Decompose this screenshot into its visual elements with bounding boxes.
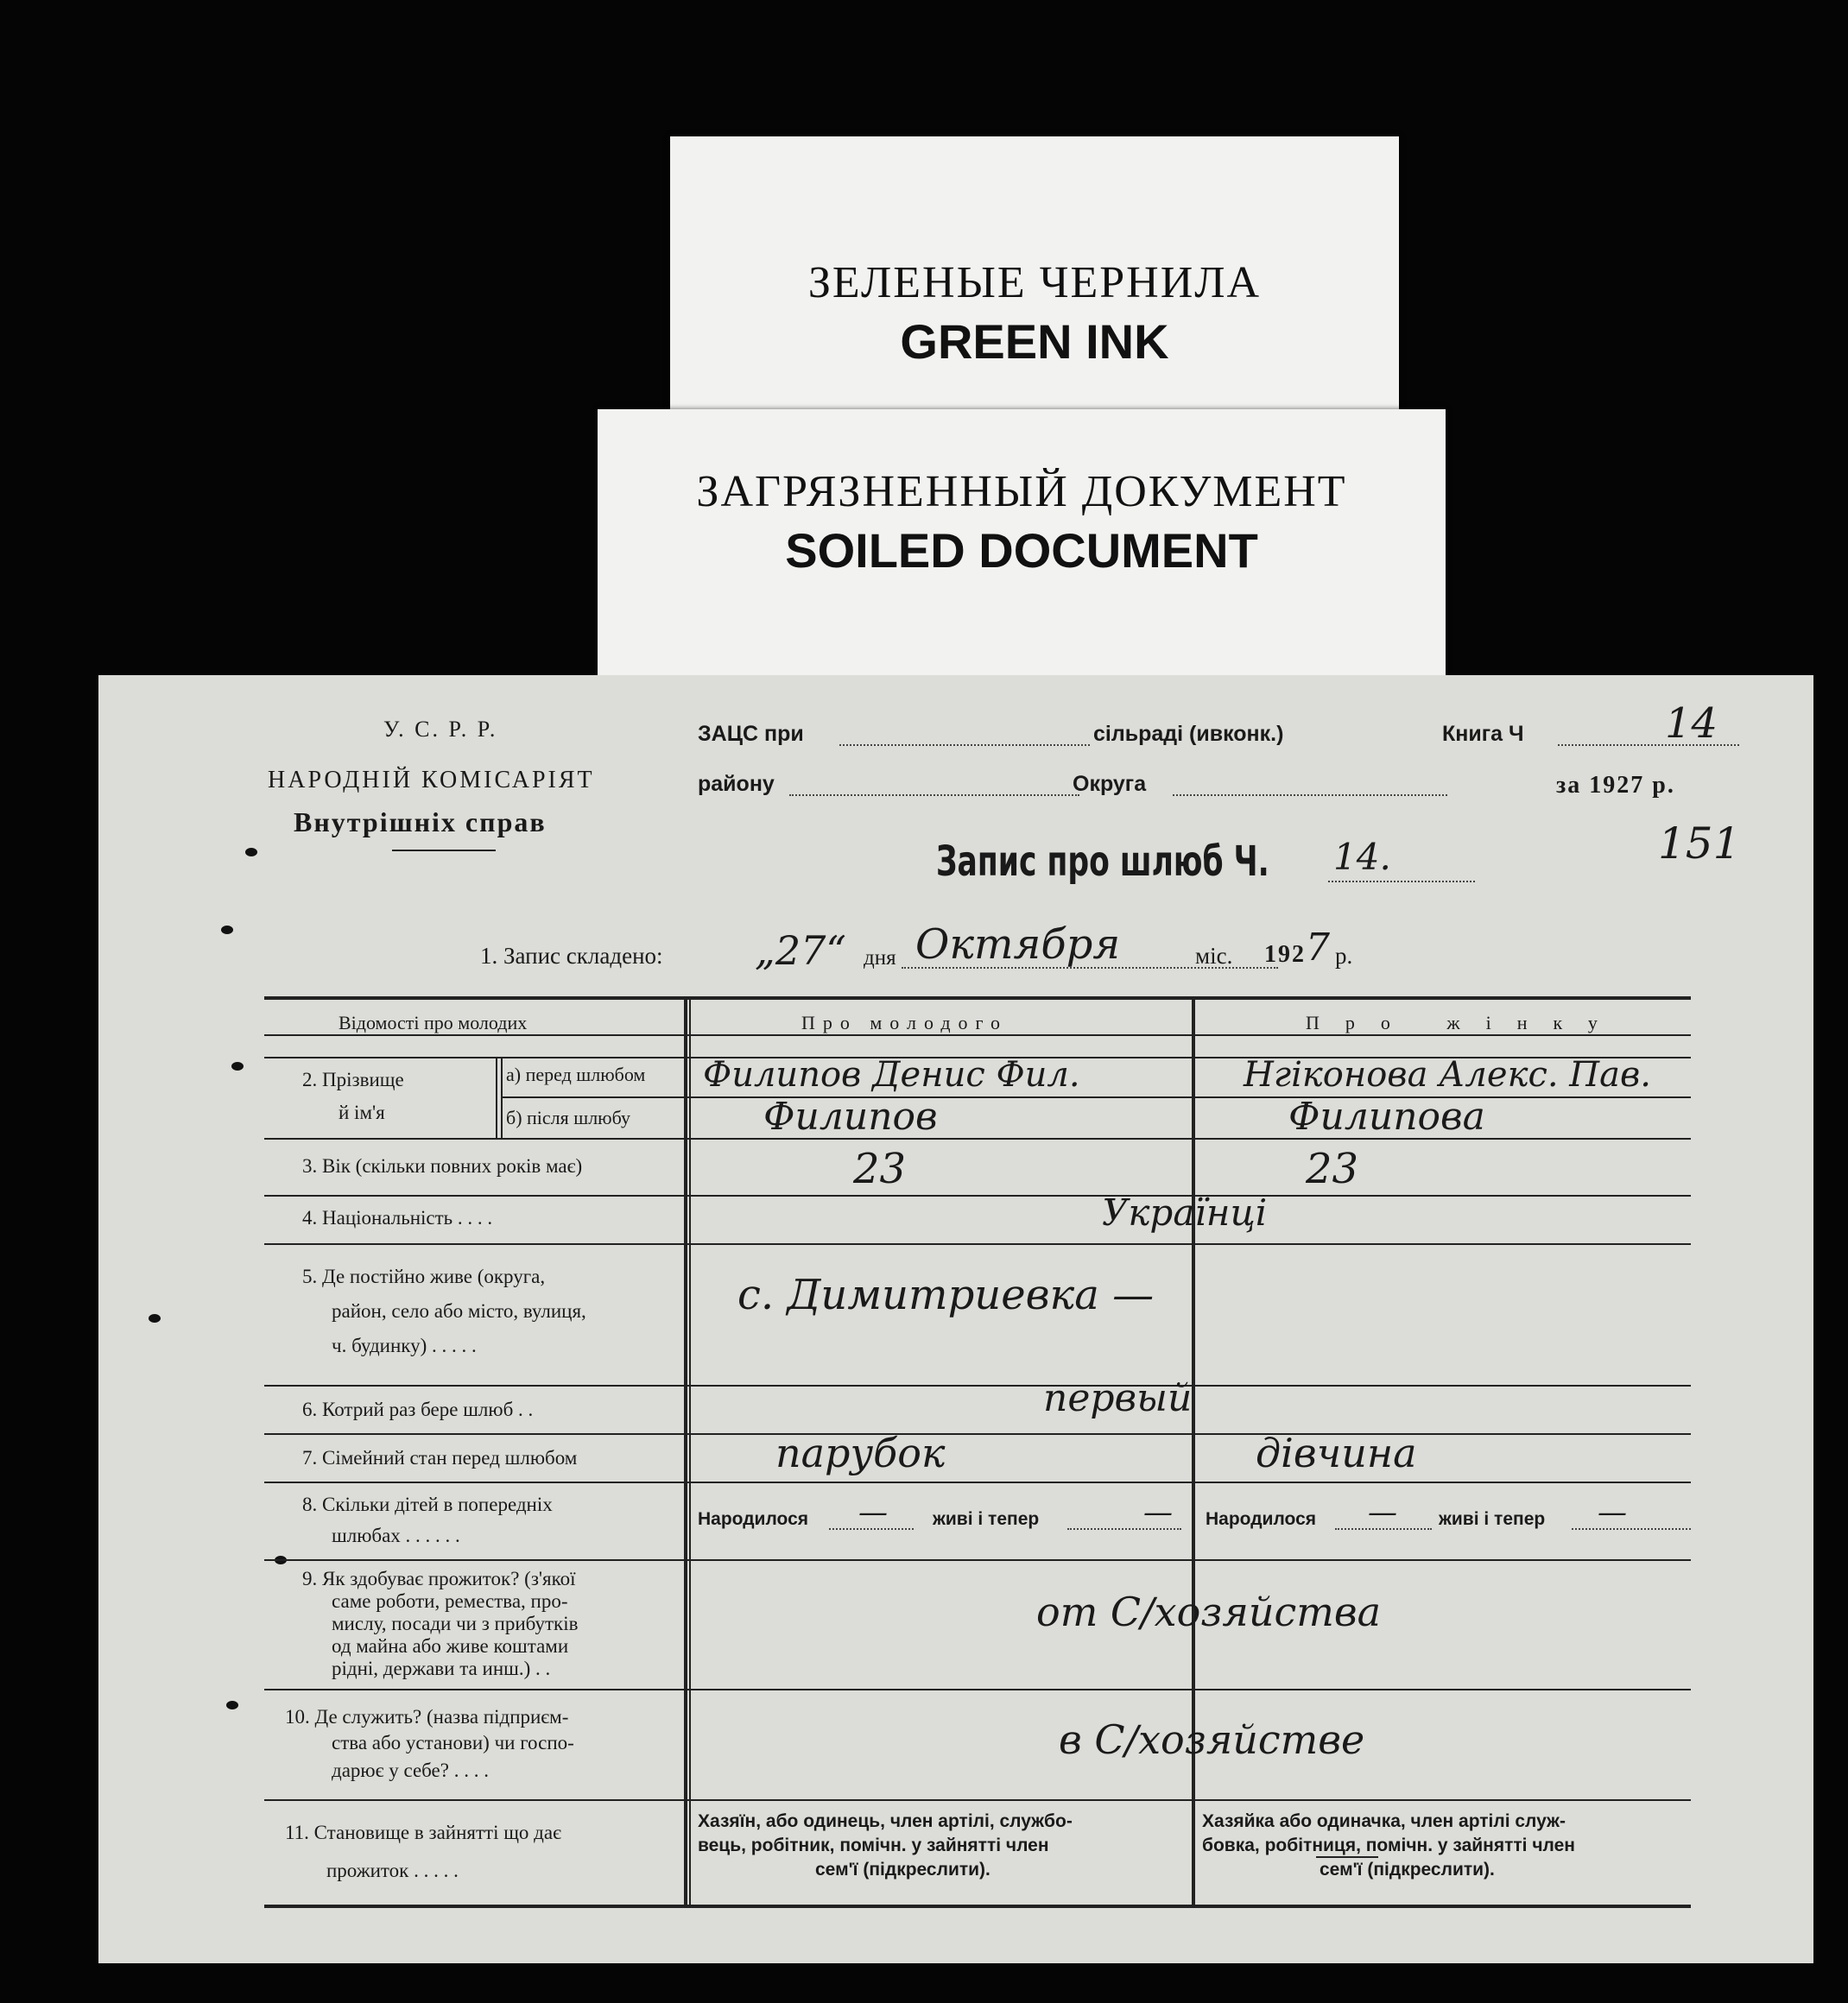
r9-label-2: саме роботи, ремества, про- — [332, 1590, 568, 1612]
r2-groom-after: Филипов — [763, 1095, 938, 1139]
book-number: 14 — [1665, 699, 1718, 748]
soiled-document-slip — [598, 409, 1446, 679]
r8-groom-born-label: Народилося — [698, 1509, 809, 1529]
margin-number: 151 — [1658, 818, 1741, 869]
r10-label-1: 10. Де служить? (назва підприєм- — [285, 1706, 569, 1728]
header-info: Відомості про молодих — [339, 1012, 528, 1033]
r11-bride-3: сем'ї (підкреслити). — [1320, 1860, 1495, 1880]
r2-label-2: й ім'я — [339, 1102, 385, 1123]
marriage-record-form — [98, 675, 1813, 1963]
r5-label-1: 5. Де постійно живе (округа, — [302, 1266, 546, 1287]
r11-label-1: 11. Становище в зайнятті що дає — [285, 1822, 561, 1843]
header-groom: Про молодого — [801, 1012, 1009, 1033]
r5-label-2: район, село або місто, вулиця, — [332, 1300, 586, 1322]
book-label: Книга Ч — [1442, 722, 1524, 746]
r11-bride-1: Хазяйка або одиначка, член артілі служ- — [1202, 1811, 1566, 1831]
r10-label-3: дарює у себе? . . . . — [332, 1760, 489, 1781]
r7-bride: дівчина — [1256, 1430, 1417, 1476]
r9-label-5: рідні, держави та инш.) . . — [332, 1658, 551, 1679]
r5-value: с. Димитриевка — — [737, 1271, 1155, 1319]
r2-groom-before: Филипов Денис Фил. — [703, 1055, 1080, 1095]
r7-label: 7. Сімейний стан перед шлюбом — [302, 1447, 578, 1469]
record-number: 14. — [1333, 836, 1391, 878]
r9-label-1: 9. Як здобуває прожиток? (з'якої — [302, 1568, 576, 1589]
green-ink-en: GREEN INK — [900, 314, 1169, 369]
r9-value: от С/хозяйства — [1036, 1589, 1382, 1635]
r9-label-3: мислу, посади чи з прибутків — [332, 1613, 579, 1634]
record-title: Запис про шлюб Ч. — [936, 837, 1269, 886]
r2-sub-a: а) перед шлюбом — [506, 1064, 646, 1085]
r10-label-2: ства або установи) чи госпо- — [332, 1732, 574, 1753]
commissariat-label: НАРОДНІЙ КОМІСАРІЯТ — [268, 767, 595, 793]
r6-value: первый — [1043, 1376, 1193, 1420]
r2-bride-before: Нгіконова Алекс. Пав. — [1244, 1055, 1652, 1095]
record-day-label: дня — [864, 946, 896, 970]
r11-groom-2: вець, робітник, помічн. у зайнятті член — [698, 1836, 1049, 1855]
record-year-prefix: 192 — [1264, 941, 1306, 968]
green-ink-slip — [670, 136, 1399, 414]
record-day: „27“ — [755, 927, 846, 974]
r11-label-2: прожиток . . . . . — [326, 1860, 459, 1881]
internal-affairs-label: Внутрішніх справ — [294, 806, 547, 837]
r8-label-2: шлюбах . . . . . . — [332, 1525, 460, 1546]
r8-bride-born-value: — — [1368, 1495, 1397, 1530]
record-month-label: міс. — [1195, 943, 1233, 969]
binding-mark — [231, 1062, 244, 1071]
zags-label: ЗАЦС при — [698, 722, 804, 746]
r5-label-3: ч. будинку) . . . . . — [332, 1335, 477, 1356]
soiled-document-en: SOILED DOCUMENT — [785, 523, 1258, 578]
r2-sub-b: б) після шлюбу — [506, 1107, 630, 1128]
district-field — [789, 794, 1079, 796]
bride-underline — [1316, 1856, 1378, 1858]
r7-groom: парубок — [775, 1430, 946, 1476]
binding-mark — [149, 1314, 161, 1323]
year-label: за 1927 р. — [1556, 772, 1675, 799]
record-line-prefix: 1. Запис складено: — [480, 943, 663, 969]
record-year-digit: 7 — [1306, 926, 1330, 970]
binding-mark — [221, 926, 233, 934]
r2-bride-after: Филипова — [1288, 1095, 1485, 1139]
r8-label-1: 8. Скільки дітей в попередніх — [302, 1494, 553, 1515]
r6-label: 6. Котрий раз бере шлюб . . — [302, 1399, 534, 1420]
binding-mark — [245, 848, 257, 856]
r11-groom-1: Хазяїн, або одинець, член артілі, службо- — [698, 1811, 1073, 1831]
r4-value: Українці — [1102, 1191, 1268, 1234]
r2-label-1: 2. Прізвище — [302, 1069, 404, 1090]
r4-label: 4. Національність . . . . — [302, 1207, 493, 1229]
binding-mark — [226, 1701, 238, 1709]
r3-bride: 23 — [1306, 1145, 1359, 1193]
r8-bride-alive-value: — — [1598, 1495, 1627, 1530]
green-ink-ru: ЗЕЛЕНЫЕ ЧЕРНИЛА — [807, 258, 1262, 307]
r9-label-4: од майна або живе коштами — [332, 1635, 569, 1657]
ussr-label: У. С. Р. Р. — [383, 717, 498, 742]
zags-field — [839, 744, 1090, 746]
record-number-field — [1328, 881, 1475, 882]
r11-groom-3: сем'ї (підкреслити). — [815, 1860, 990, 1880]
record-year-suffix: р. — [1335, 943, 1353, 969]
r11-bride-2: бовка, робітниця, помічн. у зайнятті член — [1202, 1836, 1575, 1855]
r8-groom-born-value: — — [858, 1495, 888, 1530]
record-month: Октября — [915, 920, 1121, 969]
village-council-label: сільраді (ивконк.) — [1093, 722, 1284, 746]
r10-value: в С/хозяйстве — [1059, 1716, 1365, 1763]
table-top-rule — [264, 996, 1691, 1000]
r8-groom-alive-label: живі і тепер — [933, 1509, 1040, 1529]
r8-groom-alive-value: — — [1143, 1495, 1173, 1530]
soiled-document-ru: ЗАГРЯЗНЕННЫЙ ДОКУМЕНТ — [696, 467, 1347, 516]
r8-bride-born-label: Народилося — [1206, 1509, 1317, 1529]
okrug-field — [1173, 794, 1447, 796]
okrug-label: Округа — [1073, 772, 1147, 796]
table-bottom-rule — [264, 1905, 1691, 1908]
r3-groom: 23 — [853, 1145, 907, 1193]
r8-bride-alive-label: живі і тепер — [1439, 1509, 1546, 1529]
district-label: району — [698, 772, 775, 796]
header-bride: Про жінку — [1306, 1012, 1623, 1033]
r3-label: 3. Вік (скільки повних років має) — [302, 1155, 583, 1177]
